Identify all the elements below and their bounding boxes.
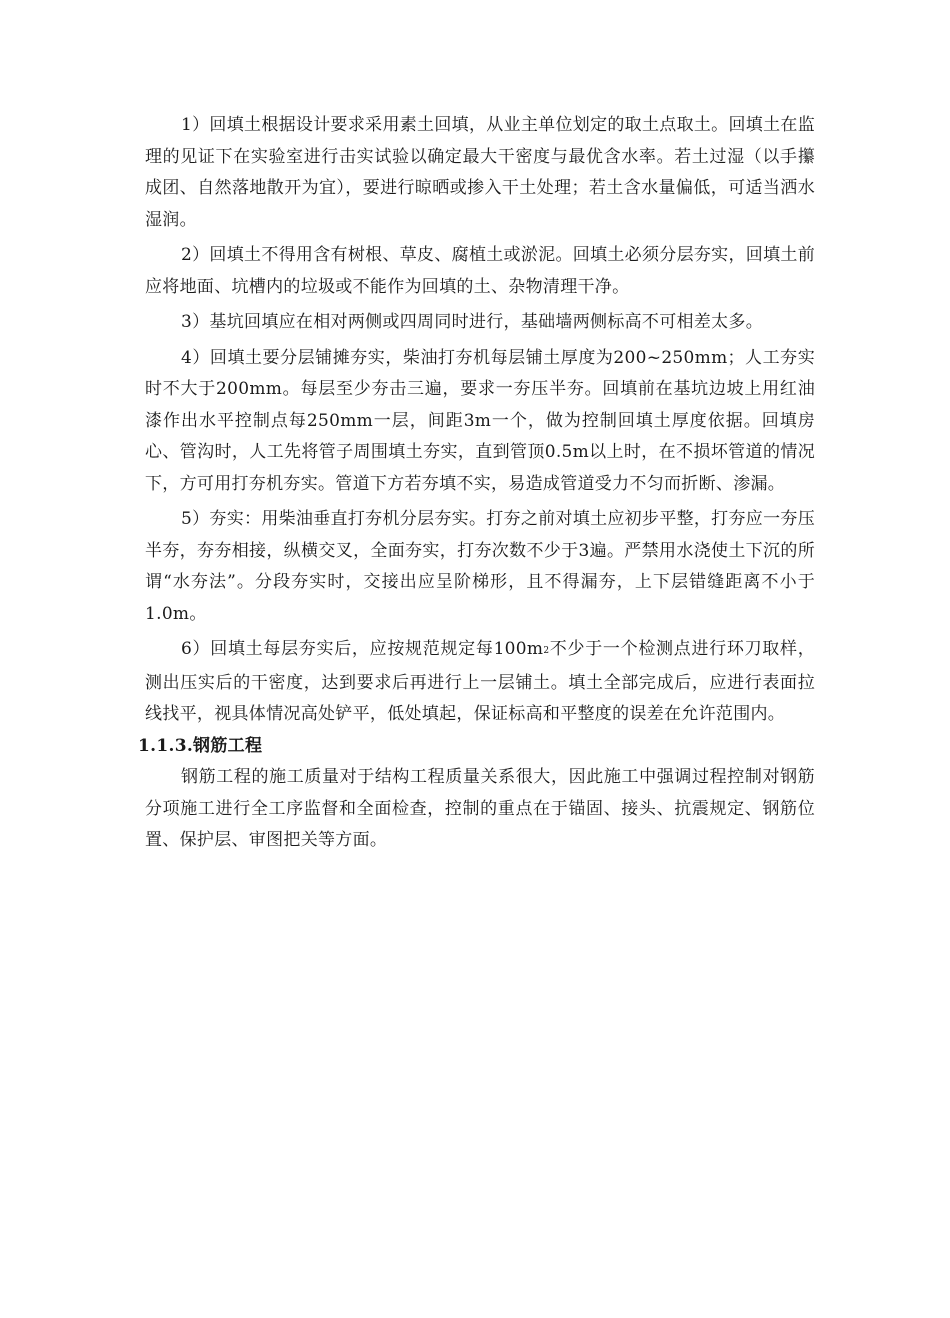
document-body: [138, 110, 816, 857]
paragraph-6-end: 不少于一个检测点进行环刀取样，测出压实后的干密度，达到要求后再进行上一层铺土。填土全部完成后，应进行表面拉线找平，视具体情况高处铲平，低处填起，保证标高和平整度的误差在允许范围内。: [145, 639, 816, 724]
section-heading: 1.1.3.钢筋工程: [138, 735, 263, 756]
section-paragraph: 钢筋工程的施工质量对于结构工程质量关系很大，因此施工中强调过程控制对钢筋分项施工进行全工序监督和全面检查，控制的重点在于锚固、接头、抗震规定、钢筋位置、保护层、审图把关等方面。: [145, 767, 815, 850]
paragraph-3: 3）基坑回填应在相对两侧或四周同时进行，基础墙两侧标高不可相差太多。: [181, 312, 764, 332]
paragraph-1: 1）回填土根据设计要求采用素土回填，从业主单位划定的取土点取土。回填土在监理的见证下在实验室进行击实试验以确定最大干密度与最优含水率。若土过湿（以手攥成团、自然落地散开为宜），要进行晾晒或掺入干土处理；若土含水量偏低，可适当洒水湿润。: [145, 115, 815, 230]
paragraph-4: 4）回填土要分层铺摊夯实，柴油打夯机每层铺土厚度为200~250mm；人工夯实时不大于200mm。每层至少夯击三遍，要求一夯压半夯。回填前在基坑边坡上用红油漆作出水平控制点每250mm一层，间距3m一个，做为控制回填土厚度依据。回填房心、管沟时，人工先将管子周围填土夯实，直到管顶0.5m以上时，在不损坏管道的情况下，方可用打夯机夯实。管道下方若夯填不实，易造成管道受力不匀而折断、渗漏。: [145, 347, 815, 494]
paragraph-6-start: 6）回填土每层夯实后，应按规范规定每100m: [181, 639, 544, 659]
paragraph-5: 5）夯实：用柴油垂直打夯机分层夯实。打夯之前对填土应初步平整，打夯应一夯压半夯，夯夯相接，纵横交叉，全面夯实，打夯次数不少于3遍。严禁用水浇使土下沉的所谓“水夯法”。分段夯实时，交接出应呈阶梯形，且不得漏夯，上下层错缝距离不小于1.0m。: [145, 509, 815, 624]
paragraph-2: 2）回填土不得用含有树根、草皮、腐植土或淤泥。回填土必须分层夯实，回填土前应将地面、坑槽内的垃圾或不能作为回填的土、杂物清理干净。: [145, 245, 815, 297]
unit-superscript: 2: [543, 646, 550, 656]
paragraph-6: [145, 634, 815, 731]
